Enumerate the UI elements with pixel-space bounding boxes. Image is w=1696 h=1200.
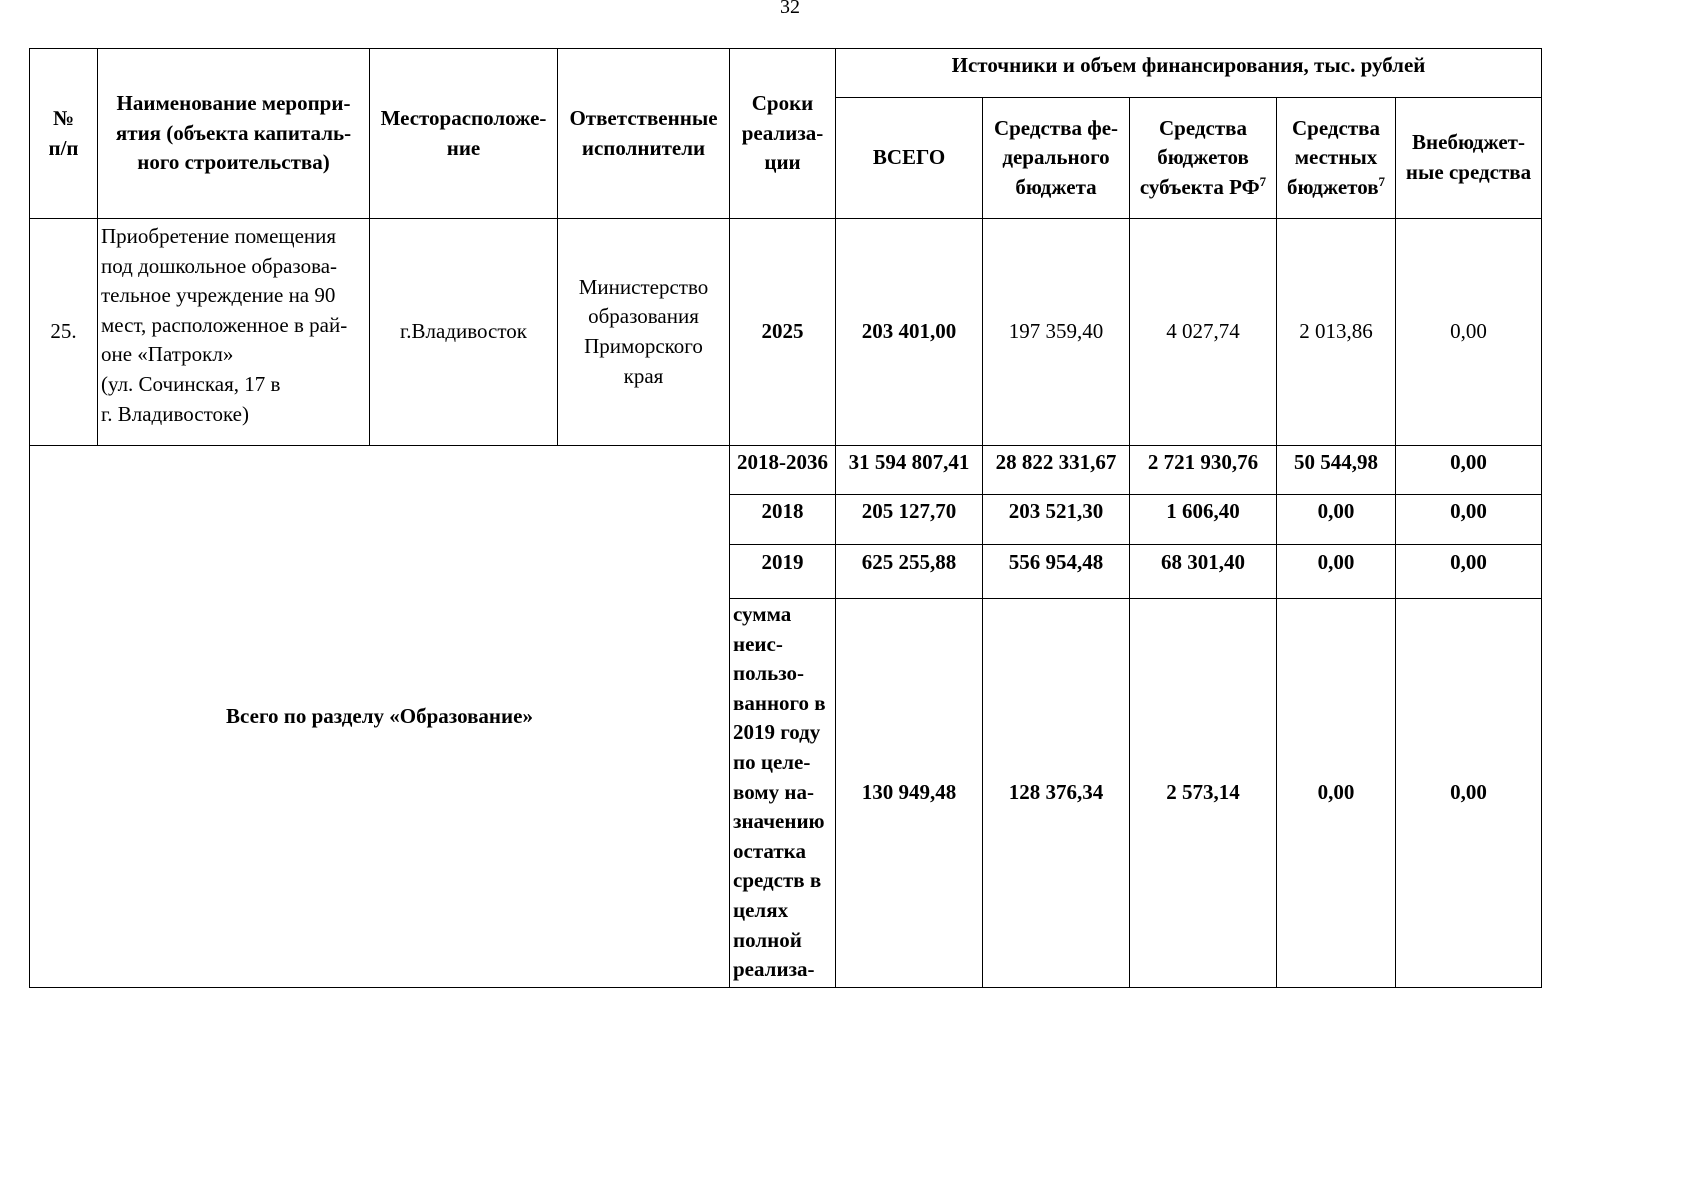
summary-term: 2018-2036	[730, 446, 836, 495]
summary-note-line: значению	[733, 809, 825, 834]
header-regional-line: Средства	[1159, 115, 1247, 140]
row-name-line: тельное учреждение на 90	[101, 283, 336, 308]
row-location: г.Владивосток	[370, 219, 558, 446]
header-federal	[983, 98, 1130, 219]
summary-note-line: реализа-	[733, 957, 815, 982]
header-executors	[558, 49, 730, 219]
row-name-line: под дошкольное образова-	[101, 253, 338, 278]
row-name-line: г. Владивостоке)	[101, 401, 249, 426]
header-location	[370, 49, 558, 219]
header-name-line: ятия (объекта капиталь-	[115, 120, 352, 145]
header-federal-line: дерального	[1002, 145, 1110, 170]
summary-note-line: пользо-	[733, 661, 805, 686]
row-local: 2 013,86	[1277, 219, 1396, 446]
summary-note-line: ванного в	[733, 690, 826, 715]
table-row	[30, 219, 1542, 446]
row-executors	[558, 219, 730, 446]
summary-note-line: сумма	[733, 602, 792, 626]
row-name-line: (ул. Сочинская, 17 в	[101, 371, 281, 396]
summary-note-line: целях	[733, 897, 789, 922]
summary-regional: 2 721 930,76	[1130, 446, 1277, 495]
page-number: 32	[780, 0, 800, 18]
header-local-line: местных	[1294, 145, 1378, 170]
summary-regional: 2 573,14	[1130, 599, 1277, 988]
header-local	[1277, 98, 1396, 219]
summary-extra: 0,00	[1396, 446, 1542, 495]
summary-note-line: полной	[733, 927, 802, 952]
summary-regional: 1 606,40	[1130, 495, 1277, 545]
summary-note-line: средств в	[733, 868, 822, 893]
header-terms-line: Сроки	[751, 91, 814, 116]
header-regional-line: бюджетов	[1157, 145, 1249, 170]
header-terms	[730, 49, 836, 219]
header-federal-line: бюджета	[1015, 174, 1097, 199]
header-regional	[1130, 98, 1277, 219]
row-name-line: оне «Патрокл»	[101, 342, 234, 367]
row-num: 25.	[30, 219, 98, 446]
row-name-line: Приобретение помещения	[101, 224, 337, 248]
header-local-line: Средства	[1292, 115, 1380, 140]
header-federal-line: Средства фе-	[993, 115, 1119, 140]
row-extra: 0,00	[1396, 219, 1542, 446]
header-name	[98, 49, 370, 219]
summary-note-line: вому на-	[733, 779, 814, 804]
header-local-text: бюджетов	[1286, 174, 1379, 199]
summary-federal: 28 822 331,67	[983, 446, 1130, 495]
summary-note-line: неис-	[733, 631, 783, 656]
summary-note-line: остатка	[733, 838, 806, 863]
header-regional-text: субъекта РФ	[1139, 174, 1260, 199]
header-terms-line: реализа-	[741, 120, 824, 145]
row-executors-line: края	[623, 363, 664, 388]
header-terms-line: ции	[764, 150, 801, 175]
header-executors-line: исполнители	[581, 135, 706, 160]
summary-regional: 68 301,40	[1130, 545, 1277, 599]
footnote-marker: 7	[1259, 173, 1267, 189]
header-location-line: Месторасположе-	[380, 105, 547, 130]
summary-federal: 556 954,48	[983, 545, 1130, 599]
summary-term: 2018	[730, 495, 836, 545]
row-executors-line: Министерство	[578, 274, 709, 299]
header-regional-line	[1133, 173, 1273, 203]
summary-note-line: по целе-	[733, 749, 811, 774]
summary-extra: 0,00	[1396, 545, 1542, 599]
summary-extra: 0,00	[1396, 599, 1542, 988]
row-federal: 197 359,40	[983, 219, 1130, 446]
summary-total: 205 127,70	[836, 495, 983, 545]
row-executors-line: образования	[588, 304, 699, 329]
header-local-line	[1280, 173, 1392, 203]
header-name-line: ного строительства)	[137, 150, 330, 175]
summary-local: 50 544,98	[1277, 446, 1396, 495]
header-name-line: Наименование меропри-	[116, 91, 351, 116]
summary-total: 31 594 807,41	[836, 446, 983, 495]
summary-local: 0,00	[1277, 545, 1396, 599]
row-regional: 4 027,74	[1130, 219, 1277, 446]
summary-federal: 203 521,30	[983, 495, 1130, 545]
header-num	[30, 49, 98, 219]
row-executors-line: Приморского	[584, 334, 703, 358]
header-num-text: № п/п	[48, 105, 79, 160]
header-extra-line: ные средства	[1405, 160, 1532, 184]
summary-label: Всего по разделу «Образование»	[30, 446, 730, 988]
header-executors-line: Ответственные	[569, 105, 718, 130]
row-total: 203 401,00	[836, 219, 983, 446]
summary-total: 625 255,88	[836, 545, 983, 599]
summary-row	[30, 446, 1542, 495]
summary-local: 0,00	[1277, 495, 1396, 545]
financing-table	[29, 48, 1542, 988]
summary-total: 130 949,48	[836, 599, 983, 988]
summary-extra: 0,00	[1396, 495, 1542, 545]
header-row-1	[30, 49, 1542, 98]
header-funding: Источники и объем финансирования, тыс. рублей	[836, 49, 1542, 98]
summary-term: 2019	[730, 545, 836, 599]
summary-note	[730, 599, 836, 988]
header-location-line: ние	[446, 135, 481, 160]
footnote-marker: 7	[1378, 173, 1386, 189]
row-name-line: мест, расположенное в рай-	[101, 312, 348, 337]
summary-federal: 128 376,34	[983, 599, 1130, 988]
header-extra	[1396, 98, 1542, 219]
summary-note-line: 2019 году	[733, 720, 821, 745]
header-total: ВСЕГО	[836, 98, 983, 219]
row-term: 2025	[730, 219, 836, 446]
summary-local: 0,00	[1277, 599, 1396, 988]
row-name	[98, 219, 370, 446]
header-extra-line: Внебюджет-	[1412, 130, 1525, 155]
